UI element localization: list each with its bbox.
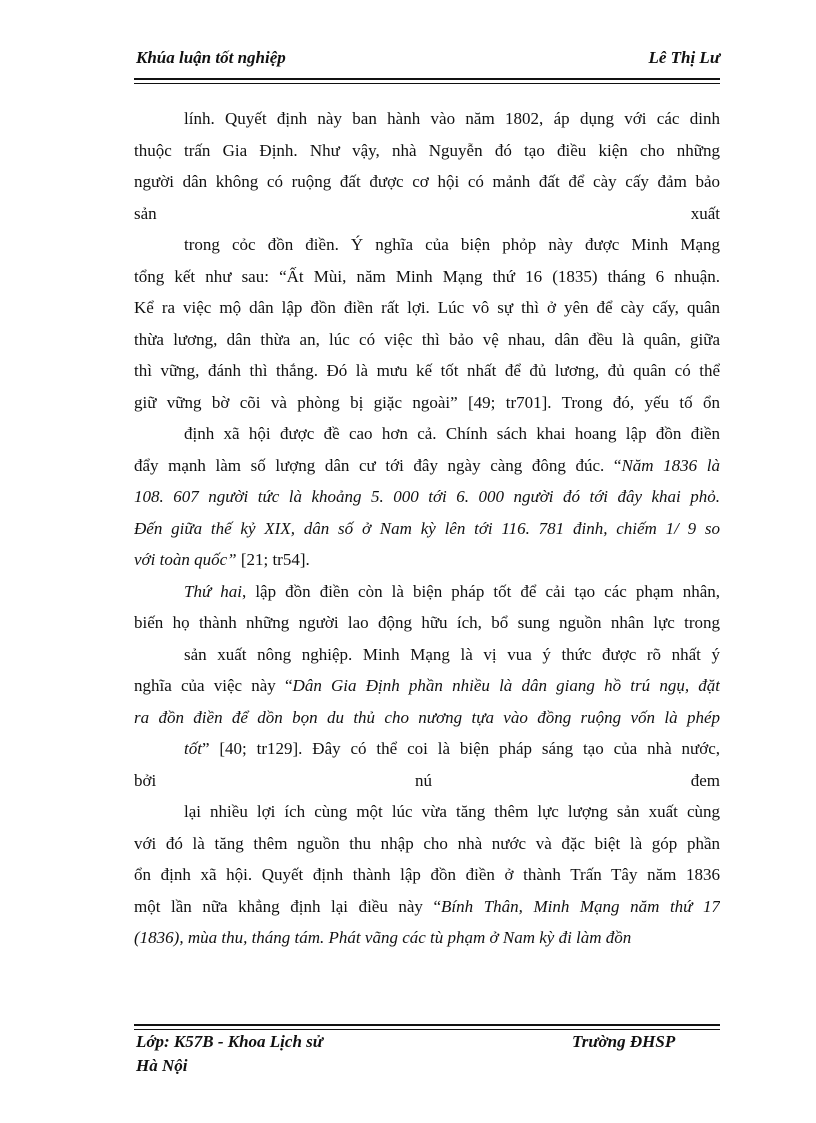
- citation: [21; tr54].: [236, 550, 310, 569]
- text-line: [134, 733, 720, 765]
- text-segment: ” [40; tr129]. Đây có thể coi là biện pháp sáng tạo của nhà nước,: [201, 739, 720, 758]
- text-segment: đẩy mạnh làm số lượng dân cư tới đây ngày càng đông đúc. “: [134, 455, 622, 475]
- text-line: [134, 450, 720, 482]
- header-thesis-title: Khúa luận tốt nghiệp: [136, 48, 286, 67]
- text-segment: một lần nữa khẳng định lại điều này “: [134, 896, 442, 916]
- text-line: [134, 922, 720, 954]
- quote-segment: Dân Gia Định phần nhiều là dân giang hồ trú ngụ, đặt: [292, 676, 720, 695]
- text-segment: , lập đồn điền còn là biện pháp tốt để cải tạo các phạm nhân,: [242, 581, 720, 601]
- text-word: nú: [414, 770, 432, 790]
- text-word: bởi: [134, 770, 157, 790]
- quote-segment: Năm 1836 là: [621, 455, 720, 475]
- text-line: lính. Quyết định này ban hành vào năm 1802, áp dụng với các dinh: [184, 109, 720, 128]
- text-line: định xã hội được đề cao hơn cả. Chính sách khai hoang lập đồn điền: [184, 424, 720, 443]
- text-line: [134, 765, 720, 797]
- text-line: [134, 702, 720, 734]
- text-word: xuất: [690, 203, 720, 223]
- text-line: ổn định xã hội. Quyết định thành lập đồn điền ở thành Trấn Tây năm 1836: [134, 865, 720, 884]
- text-line: với đó là tăng thêm nguồn thu nhập cho nhà nước và đặc biệt là góp phần: [134, 833, 720, 853]
- text-line: [134, 481, 720, 513]
- header-divider: [134, 78, 720, 84]
- text-line: [134, 670, 720, 702]
- quote-segment: ra đồn điền để dồn bọn du thủ cho nương tựa vào đồng ruộng vốn là phép: [134, 707, 720, 727]
- footer-university: Trường ĐHSP: [572, 1032, 676, 1051]
- quote-segment: với toàn quốc”: [134, 550, 237, 569]
- text-line: thuộc trấn Gia Định. Như vậy, nhà Nguyễn đó tạo điều kiện cho những: [134, 140, 720, 160]
- text-word: đem: [690, 770, 720, 790]
- text-line: [134, 576, 720, 608]
- text-line: tổng kết như sau: “Ất Mùi, năm Minh Mạng thứ 16 (1835) tháng 6 nhuận.: [134, 266, 720, 286]
- text-line: [134, 513, 720, 545]
- footer-city: Hà Nội: [136, 1056, 188, 1075]
- quote-segment: Đến giữa thế kỷ XIX, dân số ở Nam kỳ lên tới 116. 781 đinh, chiếm 1/ 9 so: [134, 518, 720, 538]
- text-line: sản xuất nông nghiệp. Minh Mạng là vị vua ý thức được rõ nhất ý: [184, 644, 720, 664]
- text-word: sản: [134, 203, 157, 223]
- text-line: biến họ thành những người lao động hữu ích, bổ sung nguồn nhân lực trong: [134, 613, 720, 632]
- quote-segment: Bính Thân, Minh Mạng năm thứ 17: [441, 896, 720, 916]
- text-line: Kể ra việc mộ dân lập đồn điền rất lợi. Lúc vô sự thì ở yên để cày cấy, quân: [134, 298, 720, 317]
- footer-class-info: Lớp: K57B - Khoa Lịch sử: [136, 1032, 323, 1051]
- text-line: [134, 198, 720, 230]
- text-line: [134, 544, 720, 576]
- header-author-name: Lê Thị Lư: [648, 48, 720, 67]
- text-line: giữ vững bờ cõi và phòng bị giặc ngoài” [49; tr701]. Trong đó, yếu tố ổn: [134, 392, 720, 412]
- emphasis-segment: Thứ hai: [184, 581, 243, 601]
- text-line: lại nhiều lợi ích cùng một lúc vừa tăng thêm lực lượng sản xuất cùng: [184, 802, 720, 821]
- text-line: trong cỏc đồn điền. Ý nghĩa của biện phỏp này được Minh Mạng: [184, 235, 720, 254]
- quote-segment: (1836), mùa thu, tháng tám. Phát vãng các tù phạm ở Nam kỳ đi làm đồn: [134, 928, 632, 947]
- text-line: người dân không có ruộng đất được cơ hội có mảnh đất để cày cấy đảm bảo: [134, 172, 720, 191]
- page-body: [134, 103, 720, 954]
- quote-segment: tốt: [184, 739, 202, 758]
- text-segment: nghĩa của việc này “: [134, 676, 293, 695]
- page-header: [134, 48, 720, 74]
- text-line: thì vững, đánh thì thắng. Đó là mưu kế tốt nhất để đủ lương, đủ quân có thể: [134, 361, 720, 380]
- quote-segment: 108. 607 người tức là khoảng 5. 000 tới 6. 000 người đó tới đây khai phỏ.: [134, 487, 720, 506]
- text-line: thừa lương, dân thừa an, lúc có việc thì bảo vệ nhau, dân đều là quân, giữa: [134, 329, 720, 349]
- text-line: [134, 891, 720, 923]
